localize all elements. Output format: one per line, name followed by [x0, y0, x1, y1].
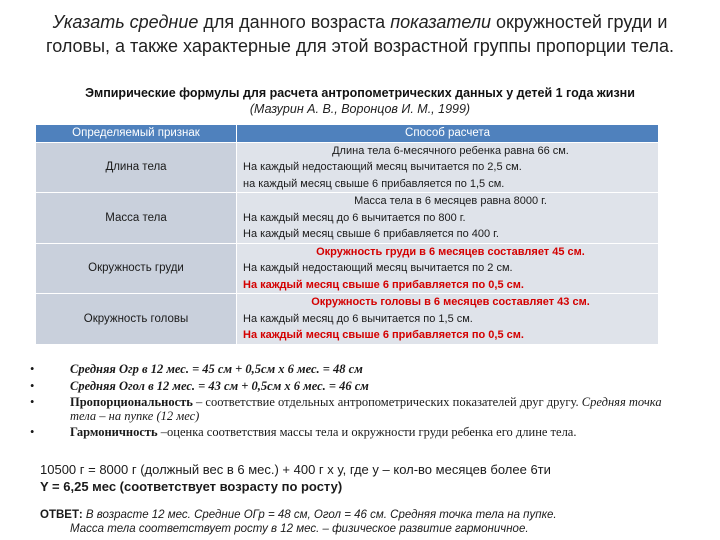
bullet-dot-icon: •: [30, 362, 35, 376]
bullet-item: [30, 380, 690, 394]
feature-cell: Длина тела: [36, 142, 237, 193]
table-row: [36, 243, 658, 294]
method-line: На каждый недостающий месяц вычитается по 2,5 см.: [243, 161, 522, 173]
method-line: Масса тела в 6 месяцев равна 8000 г.: [354, 195, 547, 207]
bullet-chest: Средняя Огр в 12 мес. = 45 см + 0,5см х 6 мес. = 48 см: [70, 362, 363, 376]
method-line: На каждый месяц свыше 6 прибавляется по 0,5 см.: [243, 329, 524, 341]
feature-cell: Масса тела: [36, 193, 237, 244]
method-cell: [237, 193, 659, 244]
header-method: Способ расчета: [237, 125, 659, 142]
answer-label: ОТВЕТ:: [40, 509, 83, 521]
method-line: Окружность головы в 6 месяцев составляет 43 см.: [311, 296, 590, 308]
title-part-4: окружностей груди и головы, а также характерные для этой возрастной группы пропорции тела.: [46, 12, 674, 56]
bullet-item: [30, 396, 690, 423]
table-source: (Мазурин А. В., Воронцов И. М., 1999): [249, 102, 471, 116]
bullet-harmony-text: –оценка соответствия массы тела и окружности груди ребенка его длине тела.: [157, 425, 577, 439]
table-caption: Эмпирические формулы для расчета антропометрических данных у детей 1 года жизни: [85, 86, 635, 100]
bullet-head: Средняя Огол в 12 мес. = 43 см + 0,5см х 6 мес. = 46 см: [70, 378, 369, 393]
calc-equation: 10500 г = 8000 г (должный вес в 6 мес.) + 400 г х у, где у – кол-во месяцев более 6ти: [40, 462, 551, 477]
header-feature: Определяемый признак: [36, 125, 237, 142]
table-row: [36, 294, 658, 344]
bullet-item: [30, 426, 690, 440]
feature-cell: Окружность груди: [36, 243, 237, 294]
bullet-dot-icon: •: [30, 378, 35, 393]
bullet-proportion-text: – соответствие отдельных антропометрических показателей друг другу.: [192, 395, 582, 409]
method-line: На каждый месяц до 6 вычитается по 800 г.: [243, 211, 466, 224]
bullet-list: [30, 363, 690, 443]
method-line: на каждый месяц свыше 6 прибавляется по 1,5 см.: [243, 177, 505, 190]
title-part-3: показатели: [390, 12, 491, 32]
answer-text-2: Масса тела соответствует росту в 12 мес. – физическое развитие гармоничное.: [70, 523, 529, 535]
table-row: [36, 193, 658, 244]
answer-block: [40, 508, 700, 536]
method-line: На каждый недостающий месяц вычитается по 2 см.: [243, 262, 513, 274]
bullet-dot-icon: •: [30, 395, 35, 409]
bullet-dot-icon: •: [30, 425, 35, 439]
formula-table: [36, 125, 658, 344]
method-line: Окружность груди в 6 месяцев составляет 45 см.: [316, 245, 585, 258]
answer-text-1: В возрасте 12 мес. Средние ОГр = 48 см, Огол = 46 см. Средняя точка тела на пупке.: [82, 509, 557, 521]
bullet-proportion-term: Пропорциональность: [70, 395, 193, 409]
method-cell: [237, 243, 659, 294]
slide-title: [30, 10, 690, 58]
method-line: На каждый месяц свыше 6 прибавляется по 400 г.: [243, 228, 499, 240]
feature-cell: Окружность головы: [36, 294, 237, 344]
method-cell: [237, 294, 659, 344]
bullet-item: [30, 363, 690, 377]
title-part-1: Указать средние: [52, 12, 199, 32]
bullet-proportion-note: Средняя точка тела – на пупке (12 мес): [70, 395, 662, 423]
method-line: На каждый месяц до 6 вычитается по 1,5 см.: [243, 312, 473, 325]
table-row: [36, 142, 658, 193]
method-cell: [237, 142, 659, 193]
calc-result: Y = 6,25 мес (соответствует возрасту по росту): [40, 479, 343, 494]
method-line: На каждый месяц свыше 6 прибавляется по 0,5 см.: [243, 278, 524, 291]
table-header-row: [36, 125, 658, 142]
bullet-harmony-term: Гармоничность: [70, 425, 158, 439]
title-part-2: для данного возраста: [198, 12, 391, 32]
method-line: Длина тела 6-месячного ребенка равна 66 см.: [332, 144, 569, 157]
